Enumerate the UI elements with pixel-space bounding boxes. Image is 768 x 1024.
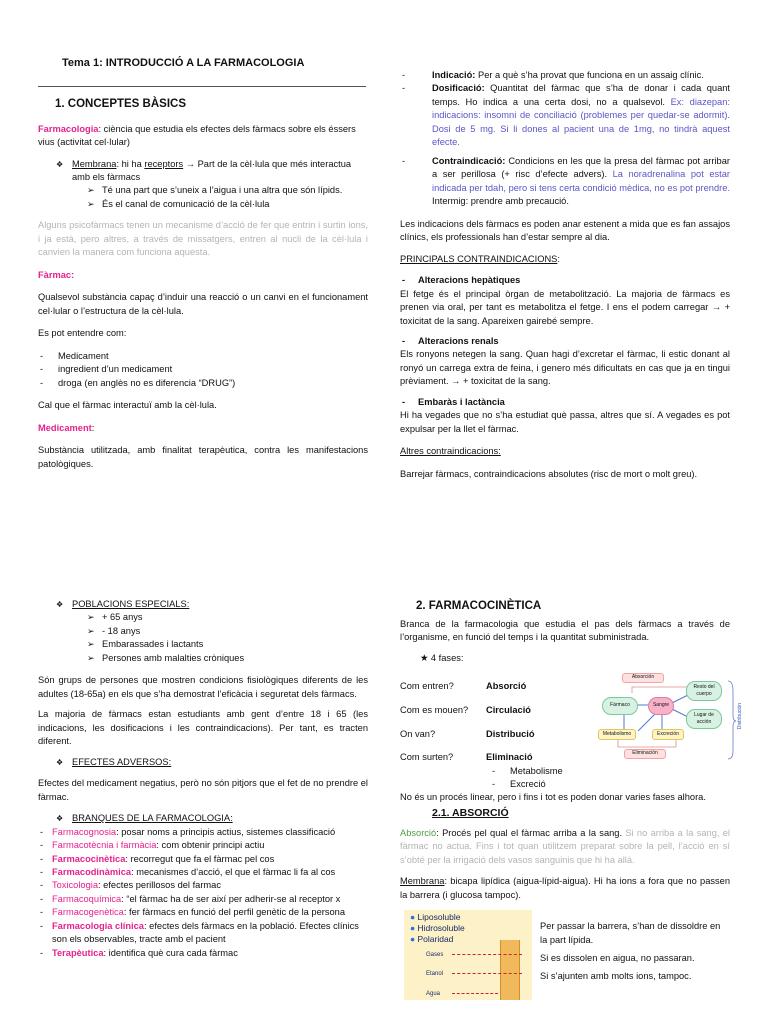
dosificacio-text: Quantitat del fàrmac que s’ha de donar i cada quant temps. Ho indica a una certa dosi, no a qualsevol.	[432, 83, 730, 107]
branca-text: : efectes perillosos del farmac	[98, 880, 221, 891]
branca-term: Farmacologia clínica	[52, 920, 144, 931]
branca-item	[38, 906, 368, 919]
farmacologia-definition	[38, 123, 368, 150]
entendre-list	[38, 350, 368, 390]
excrecion-node: Excreción	[652, 729, 684, 740]
elim-sub-item: - Metabolisme	[490, 765, 563, 778]
altres-heading: Altres contraindicacions:	[400, 446, 501, 457]
bottom-right-column	[400, 598, 743, 1000]
distribucion-label: Distribución	[737, 703, 743, 730]
pharmacokinetics-diagram	[596, 671, 748, 765]
table-answer-group	[486, 751, 563, 791]
embaras-text: Hi ha vegades que no s’ha estudiat què passa, altres que sí. A vegades es pot expulsar per la llet el fàrmac.	[400, 410, 730, 434]
branques-list	[38, 826, 368, 961]
renals-text: Els ronyons netegen la sang. Quan hagi d’excretar el fàrmac, li estic donant al ronyó un carrega extra de feina, i genero més dificultats en cas que ja en tingui prèviament. → + toxicitat de la sang.	[400, 349, 730, 387]
principals-label: PRINCIPALS CONTRAINDICACIONS	[400, 253, 558, 264]
table-question: Com es mouen?	[400, 705, 469, 716]
contraindicacio-item	[400, 155, 730, 209]
dosificacio-term: Dosificació:	[432, 83, 485, 94]
membrane-block	[400, 910, 730, 1000]
table-answer: Eliminació	[486, 752, 533, 763]
table-question: Com surten?	[400, 752, 454, 763]
branca-text: : recorregut que fa el fàrmac pel cos	[125, 853, 275, 864]
receptors-term: receptors	[144, 158, 184, 169]
medicament-definition: Substància utilitzada, amb finalitat terapèutica, contra les manifestacions patològiques.	[38, 445, 368, 469]
top-right-column	[400, 69, 730, 481]
branca-text: : “el fàrmac ha de ser així per adherir-se al receptor x	[121, 893, 341, 904]
membrana-sub-1: ➢ Té una part que s’uneix a l’aigua i una altra que són lípids.	[38, 184, 368, 197]
list-item: - ingredient d’un medicament	[38, 363, 368, 376]
branca-text: : fer fàrmacs en funció del perfil genètic de la persona	[123, 907, 346, 918]
phases-table	[400, 675, 580, 791]
hepatiques-label: - Alteracions hepàtiques	[400, 274, 730, 287]
image-bullet-text: Liposoluble	[417, 912, 461, 923]
membrane-barrier	[500, 940, 520, 1000]
sangre-node: Sangre	[648, 697, 674, 715]
farmac-label: Fàrmac:	[38, 269, 75, 280]
membrana-term: Membrana	[72, 158, 117, 169]
farmacologia-text: : ciència que estudia els efectes dels fàrmacs sobre els éssers vius (activitat cel·lular)	[38, 123, 356, 148]
membrana-item	[38, 158, 368, 185]
renals-label: - Alteracions renals	[400, 335, 730, 348]
principals-colon: :	[557, 253, 560, 264]
table-answer: Circulació	[486, 705, 531, 716]
absorcio-subheading: 2.1. ABSORCIÓ	[432, 806, 509, 819]
poblacions-para-2: La majoria de fàrmacs estan estudiants amb gent d’entre 18 i 65 (les indicacions, les dosificacions i les contraindicacions). Per tant, es tracten diferent.	[38, 709, 368, 747]
contraindicacio-term: Contraindicació:	[432, 155, 506, 166]
poblacio-item: ➢ Persones amb malalties cròniques	[38, 652, 368, 665]
membrane-note: Per passar la barrera, s’han de dissoldre en la part lípida.	[540, 921, 721, 946]
branca-term: Farmacogenètica	[52, 907, 124, 918]
indicacions-para: Les indicacions dels fàrmacs es poden anar estenent a mida que es fan assajos clínics, els professionals han d’estar sempre al dia.	[400, 218, 730, 243]
etanol-label: Etanol	[426, 971, 444, 978]
branca-term: Terapèutica	[52, 947, 104, 958]
branca-term: Farmacocinètica	[52, 853, 126, 864]
entendre-text: Es pot entendre com:	[38, 328, 127, 339]
membrane-note: Si s’ajunten amb molts ions, tampoc.	[540, 970, 692, 981]
fases-label: 4 fases:	[430, 652, 464, 663]
indicacio-text: Per a què s’ha provat que funciona en un assaig clínic.	[475, 70, 704, 80]
table-question: On van?	[400, 729, 436, 740]
poblacio-item: ➢ Embarassades i lactants	[38, 638, 368, 651]
dosificacio-item	[400, 82, 730, 149]
branca-text: : mecanismes d’acció, el que el fàrmac li fa al cos	[131, 866, 336, 877]
eliminacion-node: Eliminación	[624, 749, 666, 759]
lugar-node: Lugar de acción	[686, 709, 722, 729]
etanol-arrow	[452, 973, 522, 974]
branques-heading: ❖ BRANQUES DE LA FARMACOLOGIA:	[38, 812, 368, 825]
bottom-left-column	[38, 598, 368, 960]
gases-label: Gases	[426, 952, 444, 959]
farmacocinetica-heading: 2. FARMACOCINÈTICA	[416, 600, 542, 612]
membrane-notes	[540, 920, 730, 984]
interactui-text: Cal que el fàrmac interactuï amb la cèl·lula.	[38, 400, 217, 411]
medicament-colon: :	[91, 422, 95, 433]
farmacologia-term: Farmacologia	[38, 123, 99, 134]
branca-item	[38, 920, 368, 947]
table-answer: Absorció	[486, 681, 527, 692]
image-bullet: ● Liposoluble	[410, 912, 461, 923]
table-row	[400, 751, 580, 791]
farmacocinetica-intro: Branca de la farmacologia que estudia el pas dels fàrmacs a través de l’organisme, en funció del temps i la quantitat subministrada.	[400, 618, 730, 643]
no-lineal-text: No és un procés linear, pero i fins i tot es poden donar varies fases alhora.	[400, 792, 706, 803]
branca-item	[38, 866, 368, 879]
poblacio-item: ➢ - 18 anys	[38, 625, 368, 638]
branca-term: Farmacognosia	[52, 826, 117, 837]
agua-arrow	[452, 993, 498, 994]
farmaco-node: Fármaco	[602, 697, 638, 715]
table-answer: Distribució	[486, 729, 535, 740]
diagram-arrows	[596, 671, 748, 765]
principals-heading	[400, 253, 730, 266]
branca-item	[38, 853, 368, 866]
branca-text: : posar noms a principis actius, sistemes classificació	[116, 826, 336, 837]
image-bullet-text: Polaridad	[417, 934, 454, 945]
branca-item	[38, 839, 368, 852]
image-bullet-text: Hidrosoluble	[417, 923, 465, 934]
farmac-definition: Qualsevol substància capaç d’induir una reacció o un canvi en el funcionament cel·lular o l’estructura de la cèl·lula.	[38, 292, 368, 316]
page-title: Tema 1: INTRODUCCIÓ A LA FARMACOLOGIA	[62, 57, 305, 69]
embaras-label: - Embaràs i lactància	[400, 396, 730, 409]
barrejar-text: Barrejar fàrmacs, contraindicacions absolutes (risc de mort o molt greu).	[400, 468, 698, 479]
indicacio-item	[400, 69, 730, 82]
branca-item	[38, 893, 368, 906]
contraindicacio-example: La noradrenalina pot estar indicada per tdah, pero si tens certa condició mèdica, no es pot prendre.	[432, 169, 730, 193]
medicament-label	[38, 422, 368, 435]
metabolismo-node: Metabolismo	[598, 729, 636, 740]
absorcio-term: Absorció	[400, 827, 437, 838]
elim-sub-item: - Excreció	[490, 778, 563, 791]
branca-item	[38, 879, 368, 892]
phases-block	[400, 674, 743, 790]
branca-item	[38, 826, 368, 839]
image-bullets	[410, 912, 465, 945]
image-bullet: ● Polaridad	[410, 934, 454, 945]
title-divider	[38, 86, 366, 87]
hepatiques-text: El fetge és el principal òrgan de metabolització. La majoria de fàrmacs es prenen via oral, per tant es metabolitza el fetge. I ens el podem carregar → + toxicitat de la sang. Apareixen gairebé sempre.	[400, 288, 730, 326]
table-row	[400, 723, 580, 747]
table-row	[400, 699, 580, 723]
poblacio-item: ➢ + 65 anys	[38, 611, 368, 624]
membrane-image	[404, 910, 532, 1000]
list-item: - droga (en anglès no es diferencia “DRUG”)	[38, 377, 368, 390]
psicofarmacs-note: Alguns psicofàrmacs tenen un mecanisme d’acció de fer que entrin i surtin ions, i ja està, pero altres, a través de missatgers, entren al nucli de la cèl·lula i canvien la manera com funciona aquesta.	[38, 220, 368, 258]
star-icon: ★	[420, 652, 431, 663]
poblacions-heading: ❖ POBLACIONS ESPECIALS:	[38, 598, 368, 611]
efectes-heading: ❖ EFECTES ADVERSOS:	[38, 756, 368, 769]
membrana-definition	[400, 875, 730, 902]
fases-text	[400, 652, 730, 665]
branca-text: : efectes dels fàrmacs en la població. Efectes clínics son els observables, tracte amb el pacient	[52, 920, 359, 945]
top-left-column	[38, 56, 368, 471]
membrana-rest: → Part de la cèl·lula que més interactua amb els fàrmacs	[72, 158, 352, 183]
contraindicacio-tail: Intermig: prendre amb precaució.	[432, 196, 569, 207]
membrana-mid: : hi ha	[116, 158, 145, 169]
absorcio-text: : Procés pel qual el fàrmac arriba a la sang.	[436, 827, 626, 838]
table-question: Com entren?	[400, 681, 454, 692]
membrana-term: Membrana	[400, 876, 445, 887]
branca-term: Farmacodinàmica	[52, 866, 132, 877]
absorcion-node: Absorción	[622, 673, 664, 683]
membrana-sub-2: ➢ És el canal de comunicació de la cèl·lula	[38, 198, 368, 211]
branca-term: Toxicologia	[52, 880, 98, 891]
absorcio-note: Si no arriba a la sang, el fàrmac no actua. Fins i tot quan utilitzem preparat sobre la pell, l’acció en sí s’obté per la irrigació dels vasos sanguinis que hi ha allà.	[400, 827, 730, 865]
branca-term: Farmacotècnia i farmàcia	[52, 840, 157, 851]
table-row	[400, 675, 580, 699]
dosificacio-example: Ex: diazepan: indicacions: insomni de conciliació (problemes per quedar-se adormit). Dosi de 5 mg. Si li dones al pacient una de 1mg, no tindrà aquest efecte.	[432, 96, 730, 148]
contraindicacio-text: Condicions en les que la presa del fàrmac pot arribar a ser perillosa (+ risc d’efecte advers).	[432, 155, 730, 180]
medicament-term: Medicament	[38, 422, 92, 433]
poblacions-para-1: Són grups de persones que mostren condicions fisiològiques diferents de les adultes (18-65a) en els que s’ha demostrat l’eficàcia i seguretat dels fàrmacs.	[38, 675, 368, 699]
image-bullet: ● Hidrosoluble	[410, 923, 465, 934]
membrane-note: Si es dissolen en aigua, no passaran.	[540, 952, 695, 963]
absorcio-definition	[400, 827, 730, 867]
list-item: - Medicament	[38, 350, 368, 363]
indicacio-term: Indicació:	[432, 70, 476, 80]
section-heading: 1. CONCEPTES BÀSICS	[55, 97, 186, 110]
gases-arrow	[452, 954, 522, 955]
efectes-text: Efectes del medicament negatius, però no són pitjors que el fet de no prendre el fàrmac.	[38, 778, 368, 802]
branca-term: Farmacoquímica	[52, 893, 122, 904]
branca-item	[38, 947, 368, 960]
agua-label: Agua	[426, 991, 441, 998]
membrana-text: : bicapa lipídica (aigua-lípid-aigua). Hi ha ions a fora que no passen la barrera (i glucosa tampoc).	[400, 876, 730, 900]
resto-node: Resto del cuerpo	[686, 681, 722, 701]
branca-text: : com obtenir principi actiu	[156, 840, 265, 851]
branca-text: : identifica què cura cada fàrmac	[103, 947, 238, 958]
